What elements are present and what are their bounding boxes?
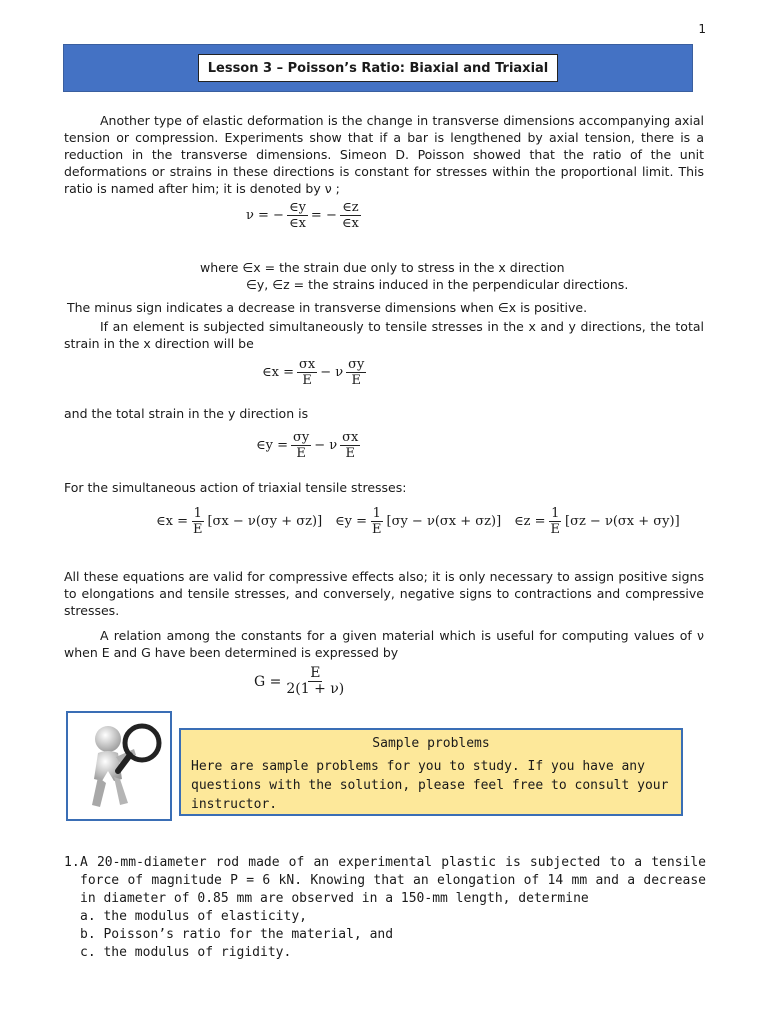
eq-mid: − ν bbox=[320, 365, 344, 380]
page-number: 1 bbox=[698, 22, 706, 36]
page-title: Lesson 3 – Poisson’s Ratio: Biaxial and Triaxial bbox=[198, 54, 558, 82]
eq-rhs: [σy − ν(σx + σz)] bbox=[386, 514, 502, 529]
shear-modulus-equation bbox=[254, 666, 349, 697]
eq-den: E bbox=[372, 522, 382, 537]
eq-den: 2(1 + ν) bbox=[286, 681, 345, 697]
eq-den: ∈x bbox=[341, 216, 359, 231]
sample-problems-title: Sample problems bbox=[372, 736, 490, 751]
eq-den: E bbox=[351, 373, 361, 388]
problem-item-a: a. the modulus of elasticity, bbox=[80, 909, 307, 924]
poisson-ratio-equation bbox=[246, 200, 364, 231]
eq-num: E bbox=[310, 665, 321, 681]
eq-lhs: ν = − bbox=[246, 208, 284, 223]
eq-num: σx bbox=[298, 357, 316, 372]
eq-mid: = − bbox=[310, 208, 337, 223]
problem-item-b: b. Poisson’s ratio for the material, and bbox=[80, 927, 394, 942]
magnifier-figure-icon bbox=[68, 713, 170, 819]
sample-problems-box bbox=[179, 728, 683, 816]
problem-item-c: c. the modulus of rigidity. bbox=[80, 945, 292, 960]
eq-num: 1 bbox=[372, 506, 381, 521]
eq-den: E bbox=[296, 446, 306, 461]
eq-num: 1 bbox=[551, 506, 560, 521]
eq-den: E bbox=[345, 446, 356, 461]
relation-paragraph: A relation among the constants for a given material which is useful for computing values of ν when E and G have been determined is expressed by bbox=[64, 628, 704, 660]
eq-den: E bbox=[550, 522, 560, 537]
where-line-1: where ∈x = the strain due only to stress in the x direction bbox=[200, 260, 565, 275]
eq-lhs: G = bbox=[254, 673, 282, 690]
intro-paragraph: Another type of elastic deformation is the change in transverse dimensions accompanying axial tension or compression. Experiments show that if a bar is lengthened by axial tension, there is a reduction in the transverse dimensions. Simeon D. Poisson showed that the ratio of the unit deformations or strains in these directions is constant for stresses within the proportional limit. This ratio is named after him; it is denoted by ν ; bbox=[64, 113, 704, 196]
eq-lhs: ∈z = bbox=[514, 514, 546, 529]
minus-sign-line: The minus sign indicates a decrease in transverse dimensions when ∈x is positive. bbox=[67, 300, 588, 315]
eq-lhs: ∈x = bbox=[262, 365, 294, 380]
eq-lhs: ∈y = bbox=[256, 438, 288, 453]
triaxial-y-equation bbox=[335, 506, 501, 537]
eq-num: 1 bbox=[193, 506, 202, 521]
biaxial-paragraph: If an element is subjected simultaneously to tensile stresses in the x and y directions, the total strain in the x direction will be bbox=[64, 319, 704, 351]
eq-rhs: [σz − ν(σx + σy)] bbox=[565, 514, 680, 529]
eq-num: ∈y bbox=[288, 200, 306, 215]
triaxial-z-equation bbox=[514, 506, 680, 537]
eq-den: E bbox=[302, 373, 312, 388]
eq-rhs: [σx − ν(σy + σz)] bbox=[207, 514, 323, 529]
eq-num: ∈z bbox=[342, 200, 359, 215]
eq-lhs: ∈x = bbox=[156, 514, 188, 529]
problem-text: A 20-mm-diameter rod made of an experimental plastic is subjected to a tensile force of magnitude P = 6 kN. Knowing that an elongation of 14 mm and a decrease in diameter of 0.85 mm are observed in a 150-mm length, determine bbox=[80, 855, 706, 906]
triaxial-x-equation bbox=[156, 506, 322, 537]
problem-number: 1. bbox=[64, 855, 80, 870]
triaxial-intro: For the simultaneous action of triaxial tensile stresses: bbox=[64, 480, 407, 495]
sample-problems-text: Here are sample problems for you to study. If you have any questions with the solution, please feel free to consult your instructor. bbox=[191, 759, 669, 812]
eq-num: σy bbox=[293, 430, 310, 445]
eq-num: σx bbox=[342, 430, 359, 445]
where-line-2: ∈y, ∈z = the strains induced in the perpendicular directions. bbox=[246, 277, 629, 292]
eq-mid: − ν bbox=[314, 438, 338, 453]
strain-y-equation bbox=[256, 430, 363, 461]
y-strain-intro: and the total strain in the y direction is bbox=[64, 406, 309, 421]
strain-x-equation bbox=[262, 357, 369, 388]
eq-den: E bbox=[192, 522, 203, 537]
eq-lhs: ∈y = bbox=[335, 514, 367, 529]
valid-paragraph: All these equations are valid for compressive effects also; it is only necessary to assign positive signs to elongations and tensile stresses, and conversely, negative signs to contractions and compressive stresses. bbox=[64, 569, 704, 618]
eq-den: ∈x bbox=[288, 216, 306, 231]
magnifier-figure-image bbox=[66, 711, 172, 821]
eq-num: σy bbox=[348, 357, 365, 372]
